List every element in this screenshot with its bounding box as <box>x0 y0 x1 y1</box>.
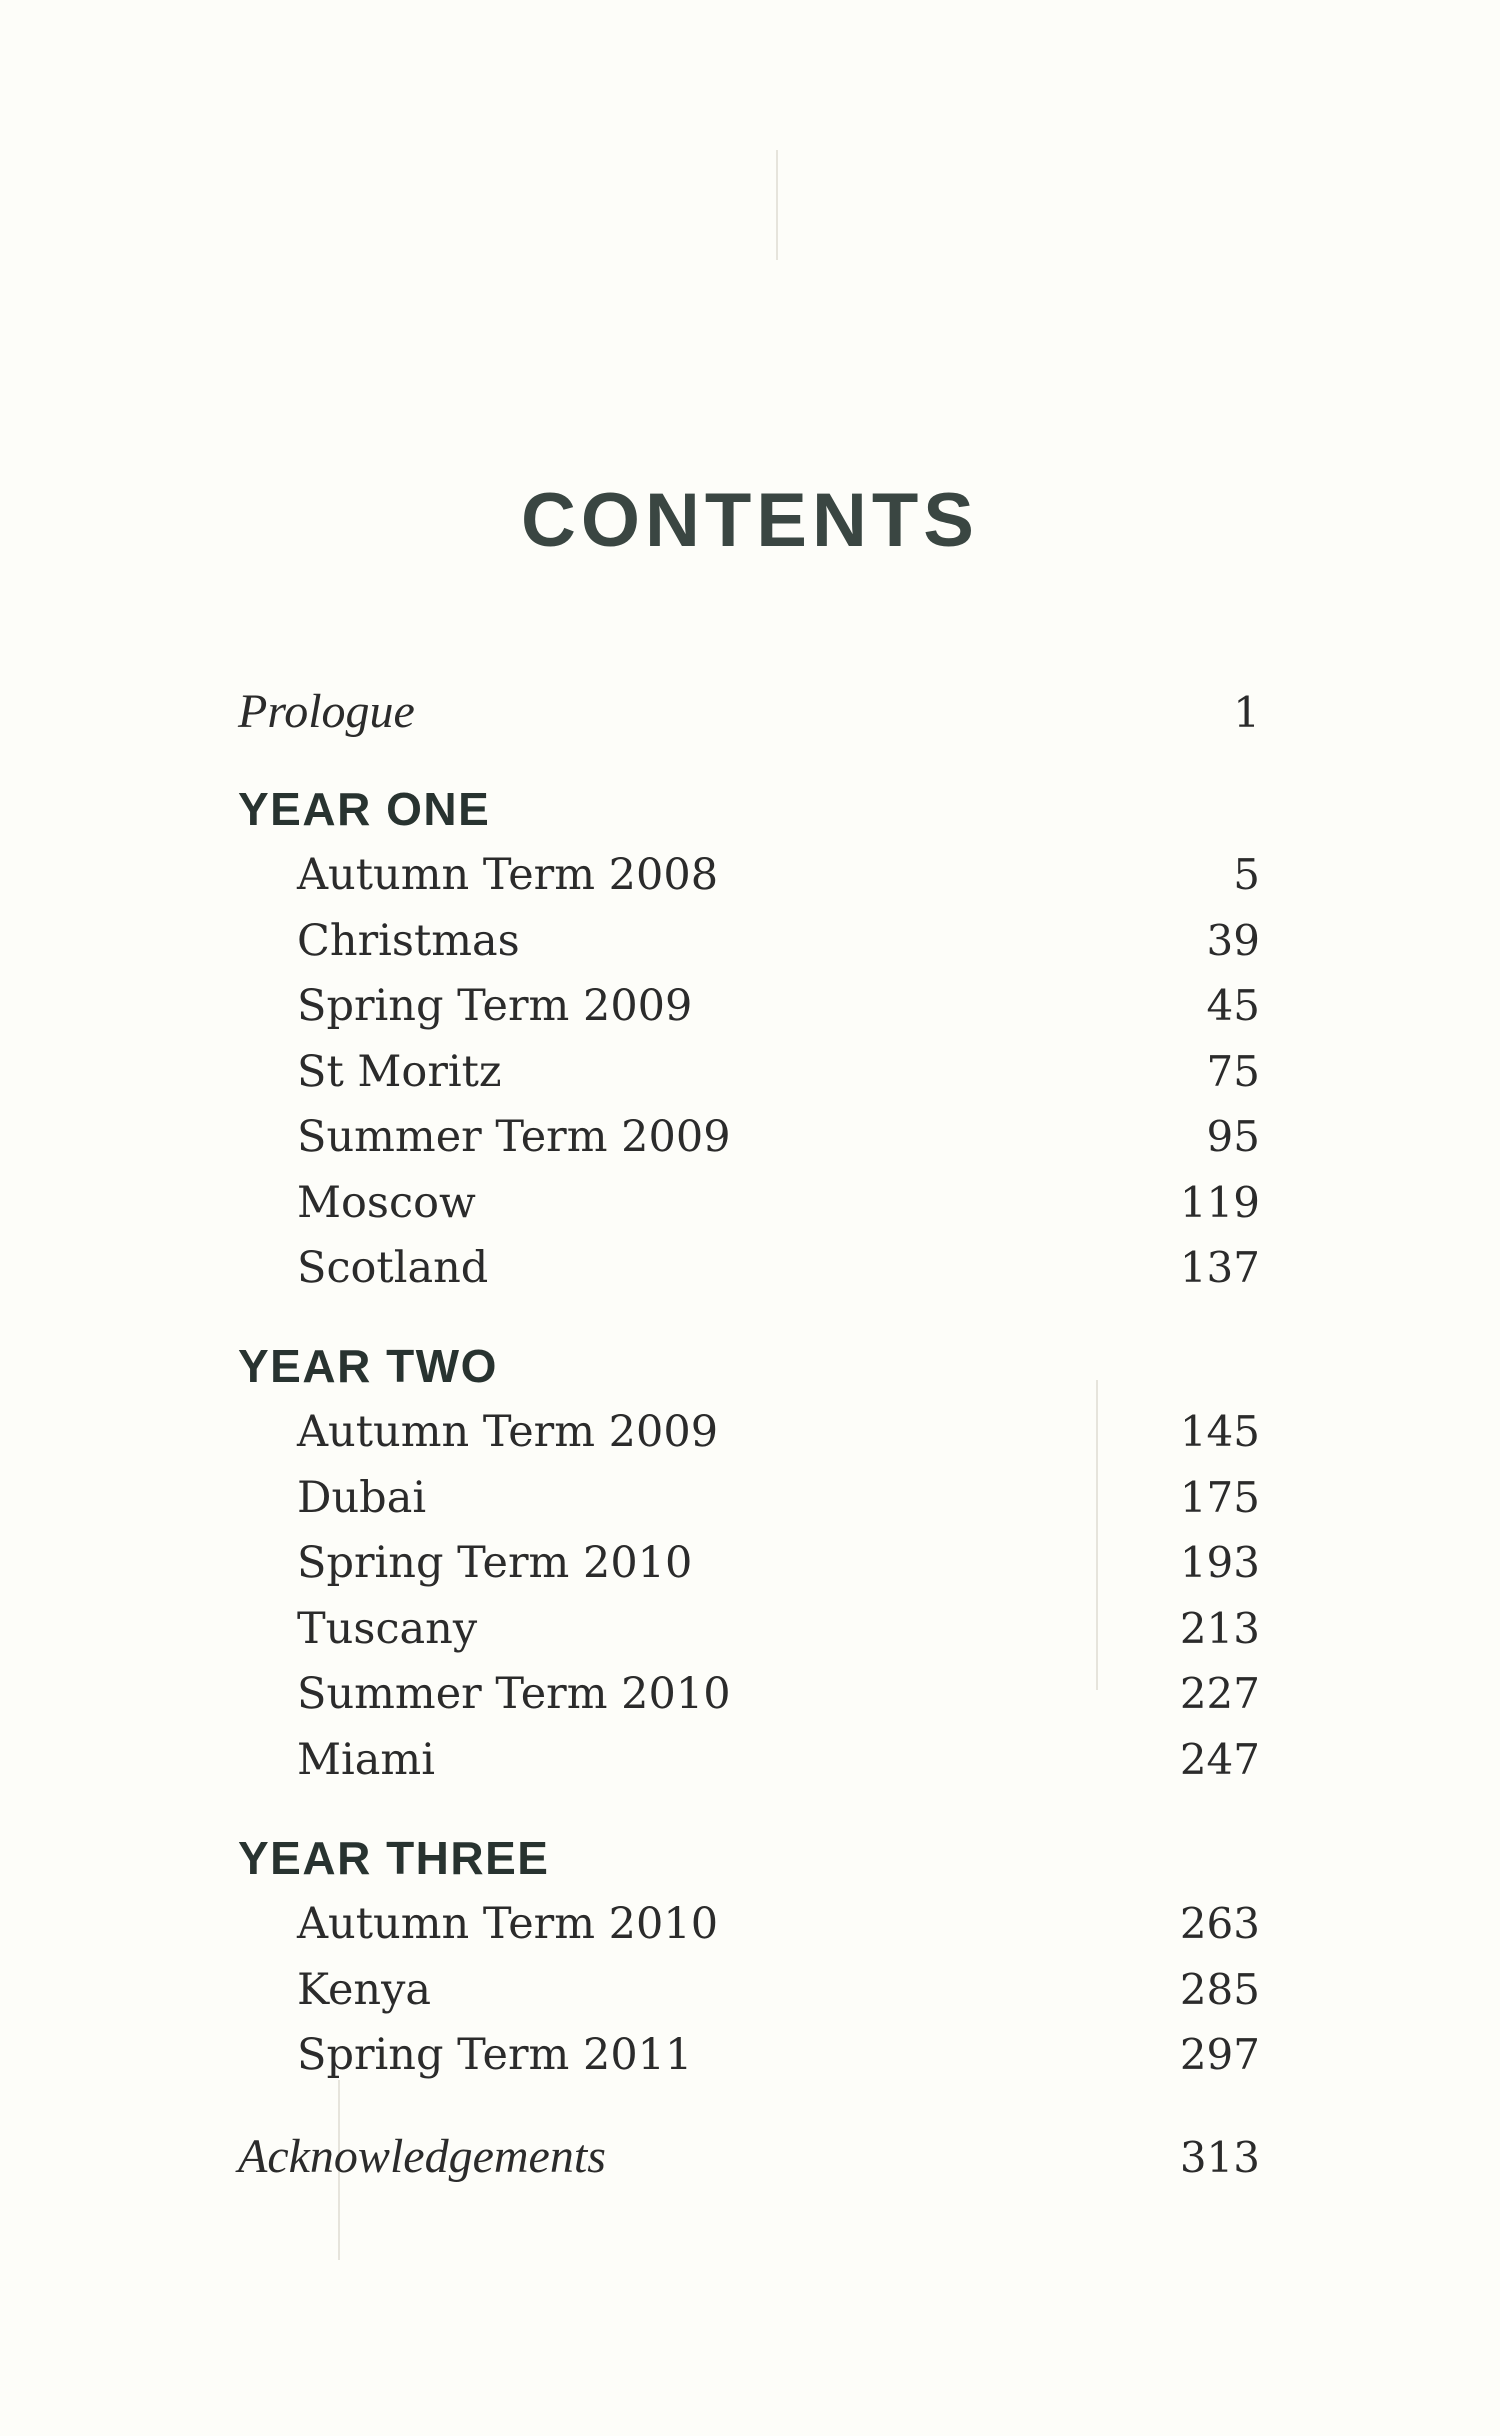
toc-entry[interactable] <box>0 1965 1500 2029</box>
toc-page-number: 5 <box>1233 850 1260 899</box>
toc-entry[interactable] <box>0 916 1500 980</box>
section-heading: YEAR ONE <box>238 783 491 835</box>
toc-page-number: 45 <box>1206 981 1260 1030</box>
toc-section-year-three <box>0 1832 1500 1895</box>
toc-entry-label: Autumn Term 2008 <box>297 850 719 900</box>
toc-page-number: 119 <box>1179 1178 1260 1227</box>
toc-entry-label: Autumn Term 2010 <box>297 1899 719 1949</box>
section-heading: YEAR THREE <box>238 1832 550 1884</box>
toc-entry-label: Miami <box>297 1735 435 1785</box>
toc-section-year-two <box>0 1340 1500 1403</box>
toc-entry-prologue[interactable] <box>0 685 1500 748</box>
toc-page-number: 39 <box>1206 916 1260 965</box>
toc-section-year-one <box>0 783 1500 846</box>
toc-entry-acknowledgements[interactable] <box>0 2130 1500 2193</box>
toc-entry[interactable] <box>0 1112 1500 1176</box>
toc-entry-label: Summer Term 2010 <box>297 1669 731 1719</box>
toc-entry[interactable] <box>0 981 1500 1045</box>
toc-entry[interactable] <box>0 1604 1500 1668</box>
toc-entry-label: Scotland <box>297 1243 489 1293</box>
toc-page-number: 213 <box>1179 1604 1260 1653</box>
toc-entry-label: Acknowledgements <box>238 2130 606 2183</box>
toc-page-number: 137 <box>1179 1243 1260 1292</box>
toc-entry[interactable] <box>0 1473 1500 1537</box>
toc-entry-label: Christmas <box>297 916 520 966</box>
page-title: CONTENTS <box>521 478 979 563</box>
toc-page-number: 227 <box>1179 1669 1260 1718</box>
section-heading: YEAR TWO <box>238 1340 498 1392</box>
toc-page-number: 75 <box>1206 1047 1260 1096</box>
toc-entry[interactable] <box>0 1735 1500 1799</box>
toc-entry[interactable] <box>0 1243 1500 1307</box>
toc-entry[interactable] <box>0 1899 1500 1963</box>
toc-page-number: 263 <box>1179 1899 1260 1948</box>
toc-entry[interactable] <box>0 1538 1500 1602</box>
toc-entry-label: Spring Term 2010 <box>297 1538 693 1588</box>
toc-entry-label: St Moritz <box>297 1047 502 1097</box>
toc-entry[interactable] <box>0 850 1500 914</box>
toc-entry-label: Spring Term 2009 <box>297 981 693 1031</box>
toc-entry[interactable] <box>0 1669 1500 1733</box>
toc-page-number: 193 <box>1179 1538 1260 1587</box>
toc-page-number: 1 <box>1233 688 1260 737</box>
toc-entry-label: Dubai <box>297 1473 427 1523</box>
toc-entry-label: Kenya <box>297 1965 432 2015</box>
toc-page-number: 95 <box>1206 1112 1260 1161</box>
toc-entry-label: Spring Term 2011 <box>297 2030 693 2080</box>
toc-entry-label: Prologue <box>238 685 415 738</box>
toc-entry[interactable] <box>0 1407 1500 1471</box>
toc-entry-label: Summer Term 2009 <box>297 1112 731 1162</box>
toc-page-number: 145 <box>1179 1407 1260 1456</box>
toc-entry-label: Tuscany <box>297 1604 478 1654</box>
toc-entry[interactable] <box>0 1178 1500 1242</box>
toc-entry-label: Autumn Term 2009 <box>297 1407 719 1457</box>
toc-entry-label: Moscow <box>297 1178 476 1228</box>
toc-page-number: 313 <box>1179 2133 1260 2182</box>
paper-mark <box>776 150 778 260</box>
toc-page-number: 175 <box>1179 1473 1260 1522</box>
toc-entry[interactable] <box>0 1047 1500 1111</box>
toc-page-number: 247 <box>1179 1735 1260 1784</box>
toc-page-number: 297 <box>1179 2030 1260 2079</box>
toc-entry[interactable] <box>0 2030 1500 2094</box>
toc-page-number: 285 <box>1179 1965 1260 2014</box>
